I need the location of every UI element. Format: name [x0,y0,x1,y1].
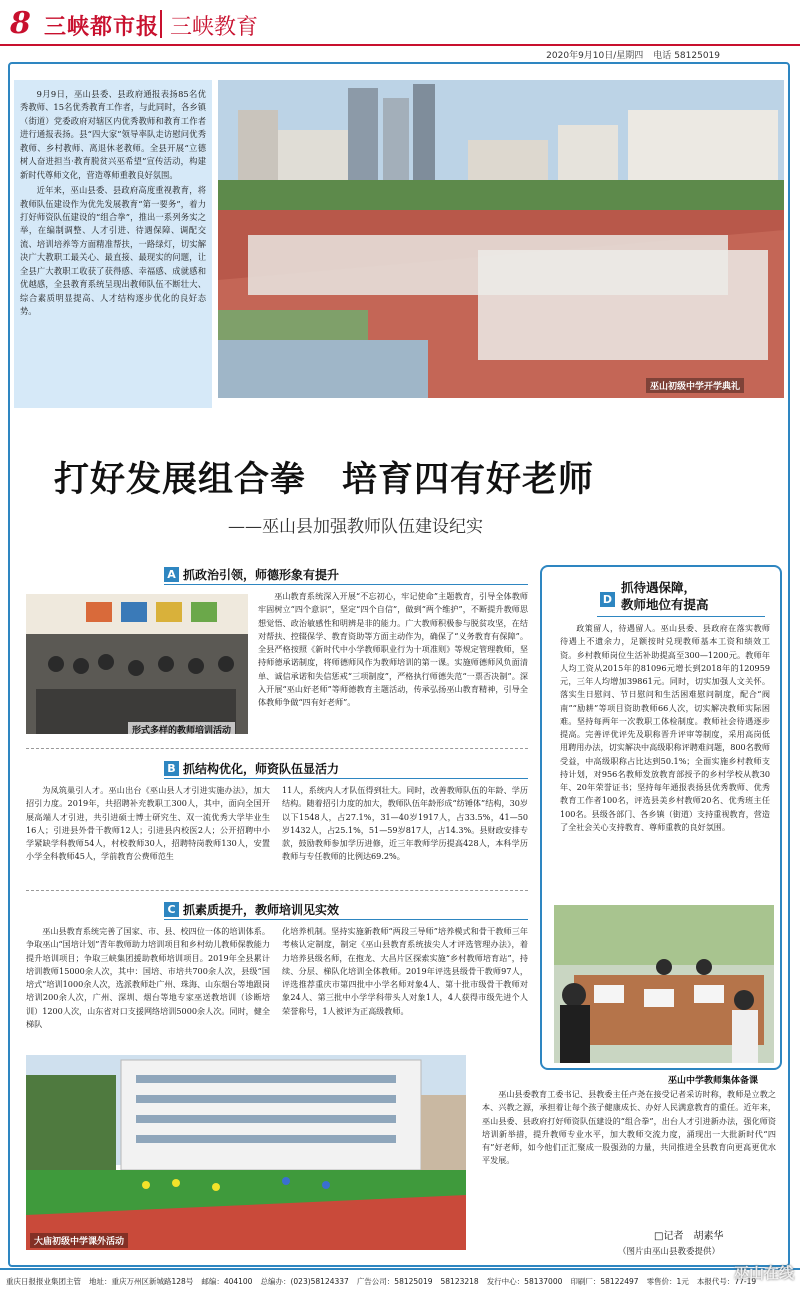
photo-opening-ceremony [218,80,784,398]
paper-name: 三峡都市报 [44,14,160,40]
section-a-title: 抓政治引领，师德形象有提升 [183,568,340,582]
section-d-title-line2: 教师地位有提高 [621,596,709,612]
section-d-text: 政策留人，待遇留人。巫山县委、县政府在落实教师待遇上不遗余力，足额按时兑现教师基本工资和绩效工资。乡村教师岗位生活补助提高至300—1200元。教师年人均工资从2015年的81096元增长到2018年的120959元，三年人均增加39861元。同时，切实加强人文关怀。落实生日慰问、节日慰问和生活困难慰问制度，配合“阀南”“励耕”等项目资助教师66人次，切实解决教师实际困难。坚持每两年一次教职工体检制度。教师社会待遇逐步提高。完善评优评先及职称晋升评审等制度，采用高岗低用聘用办法，切实解决中高级职称评聘难问题，800名教师受益，中高级职称占比达到50.1%；全面实施乡村教师支持计划，对956名教师发放教育部授予的乡村学校从教30年、20年荣誉证书；坚持每年通报表扬县优秀教师、优秀教育工作者100名，评选县美乡村教师20名、优秀班主任100名。县级各部门、各乡镇（街道）支持重视教育，营造了全社会关心支持教育、尊师重教的良好氛围。 [560,623,770,832]
section-c-heading [164,901,339,918]
intro-paragraph-1: 9月9日，巫山县委、县政府通报表扬85名优秀教师、15名优秀教育工作者，与此同时，各乡镇（街道）党委政府对辖区内优秀教师和教育工作者进行通报表扬。县“四大家”领导率队走访慰问优秀教师、乡村教师、离退休老教师。全县开展“立德树人奋进担当·教育脱贫兴巫希望”宣传活动，构建新时代尊师文化，营造尊师重教良好氛围。 [20,89,206,180]
intro-paragraph-2: 近年来，巫山县委、县政府高度重视教育，将教师队伍建设作为优先发展教育“第一要务”，着力打好师资队伍建设的“组合拳”，推出一系列务实之举，在编制调整、人才引进、待遇保障、调配交流、培训培养等方面精准帮扶，一路绿灯，切实解决广大教职工最关心、最直接、最现实的问题，让全县广大教职工收获了获得感、幸福感、成就感和优越感，全县教育系统呈现出教师队伍不断壮大、综合素质明显提高、人才结构逐步优化的良好态势。 [20,185,206,316]
section-d-heading [600,580,709,614]
section-c-title: 抓素质提升，教师培训见实效 [183,903,340,917]
headline: 打好发展组合拳 培育四有好老师 [54,460,595,500]
phone-label: 电话 [653,51,672,61]
closing-text: 巫山县委教育工委书记、县教委主任卢尧在接受记者采访时称，教师是立教之本、兴教之源，承担着让每个孩子健康成长、办好人民满意教育的重任。近年来，巫山县委、县政府打好师资队伍建设的“组合拳”，出台人才引进新办法，强化师资培训新举措，提升教师专业水平，加大教师交流力度，涌现出一大批新时代“四有”好老师，如今他们正汇聚成一股强劲的力量，共同推进全县教育向更高更优水平发展。 [482,1089,776,1166]
section-a-rule [164,584,528,585]
caption-collective-lesson-prep: 巫山中学教师集体备课 [668,1076,759,1086]
caption-opening-ceremony: 巫山初级中学开学典礼 [646,378,744,393]
footer-item: 发行中心：58137000 [486,1277,563,1286]
footer [0,1268,800,1293]
section-c-letter: C [164,902,179,917]
photo-teacher-training [26,594,248,734]
section-c-text-right: 化培养机制。坚持实施新教师“两段三导师”培养模式和骨干教师三年考核认定制度，制定《巫山县教育系统拔尖人才评选管理办法》，着力培养县级名师，在抱龙、大昌片区探索实施“乡村教师培育站”，持续、分层、梯队化培训全体教师。2019年评选县级骨干教师97人，评选推荐重庆市第四批中小学名师对象4人、第十批市级骨干教师对象24人、第三批中小学学科带头人对象1人，4人获得市级先进个人荣誉称号，1人被评为正高级教师。 [282,926,528,1016]
masthead-rule [0,44,800,46]
dateline [546,48,720,61]
masthead-divider [160,10,162,38]
footer-item: 邮编：404100 [201,1277,253,1286]
footer-item: 零售价：1元 [646,1277,689,1286]
subheadline: ——巫山县加强教师队伍建设纪实 [228,517,483,537]
footer-item: 总编办：(023)58124337 [260,1277,349,1286]
photo-outdoor-activity [26,1055,466,1250]
caption-teacher-training: 形式多样的教师培训活动 [128,722,235,737]
section-b-letter: B [164,761,179,776]
divider-a-b [26,748,528,749]
intro-box [14,80,212,408]
footer-item: 本报代号：77-19 [696,1277,757,1286]
section-d-title-line1: 抓待遇保障， [621,580,697,595]
footer-item: 重庆日报报业集团主管 [6,1277,81,1286]
section-b-heading [164,760,339,777]
footer-item: 广告公司：58125019 [356,1277,433,1286]
section-d-rule [597,616,765,617]
footer-item: 印刷厂：58122497 [570,1277,639,1286]
footer-item: 58123218 [440,1277,479,1286]
section-b-rule [164,778,528,779]
photo-source: （图片由巫山县教委提供） [618,1247,721,1257]
page-number: 8 [10,6,31,41]
section-a-letter: A [164,567,179,582]
photo-collective-lesson-prep [554,905,774,1063]
section-a-text: 巫山教育系统深入开展“不忘初心，牢记使命”主题教育，引导全体教师牢固树立“四个意识”，坚定“四个自信”，做到“两个维护”，不断提升教师思想觉悟、政治敏感性和明辨是非的能力。广大教师积极参与脱贫攻坚，在结对帮扶、控辍保学、教育资助等方面主动作为，确保了“义务教育有保障”。全县严格按照《新时代中小学教师职业行为十项准则》等规定管理教师，坚持师德承诺制度，将师德师风作为教师培训的第一课。实施师德师风负面清单、诚信承诺和失信惩戒“三项制度”，严格执行师德失范“一票否决制”。深入开展“巫山好老师”等师德教育主题活动，传承弘扬巫山教育精神，引导全体教师争做“四有好老师”。 [258,591,528,708]
section-b-text-right: 11人，系统内人才队伍得到壮大。同时，改善教师队伍的年龄、学历结构。随着招引力度的加大，教师队伍年龄形成“纺锤体”结构，30岁以下1548人，占27.1%，31—40岁1917人，占33.5%，41—50岁1432人，占25.1%，51—59岁817人，占14.3%。县财政安排专款，鼓励教师参加学历进修，近三年教师学历提高428人，本科学历教师与专任教师的比例达69.2%。 [282,785,528,862]
caption-outdoor-activity: 大庙初级中学课外活动 [30,1233,128,1248]
byline: □记者 胡素华 [654,1231,724,1242]
divider-b-c [26,890,528,891]
section-d-letter: D [600,592,615,607]
phone-number: 58125019 [674,51,720,61]
watermark: 巫山在线 [733,1264,794,1282]
section-c-rule [164,919,528,920]
section-name: 三峡教育 [170,15,259,40]
section-b-text-left: 为凤筑巢引人才。巫山出台《巫山县人才引进实施办法》，加大招引力度。2019年，共招聘补充教职工300人，其中，面向全国开展高端人才引进，共引进硕士博士研究生、双一流优秀大学毕业生16人；引进县外骨干教师12人；引进县内校医2人；公开招聘中小学紧缺学科教师54人，村校教师30人，招聘特岗教师130人，安置小学全科教师45人，学前教育公费师范生 [26,785,270,862]
footer-item: 地址：重庆万州区新城路128号 [89,1277,194,1286]
section-c-text-left: 巫山县教育系统完善了国家、市、县、校四位一体的培训体系。争取巫山“国培计划”青年教师助力培训项目和乡村幼儿教师保教能力提升培训项目；争取三峡集团援助教师培训项目。2019年全县累计培训教师15000余人次，其中：国培、市培共700余人次，县级“国培式”培训1000余人次，选派教师赴广州、珠海、山东烟台等地跟岗培训200余人次，广州、深圳、烟台等地专家巫送教培训（诊断培训）1200人次，山东省对口支援网络培训5000余人次。同时，健全梯队 [26,926,270,1029]
issue-date: 2020年9月10日/星期四 [546,51,644,61]
section-a-heading [164,566,339,583]
masthead [0,0,800,44]
section-b-title: 抓结构优化，师资队伍显活力 [183,762,340,776]
